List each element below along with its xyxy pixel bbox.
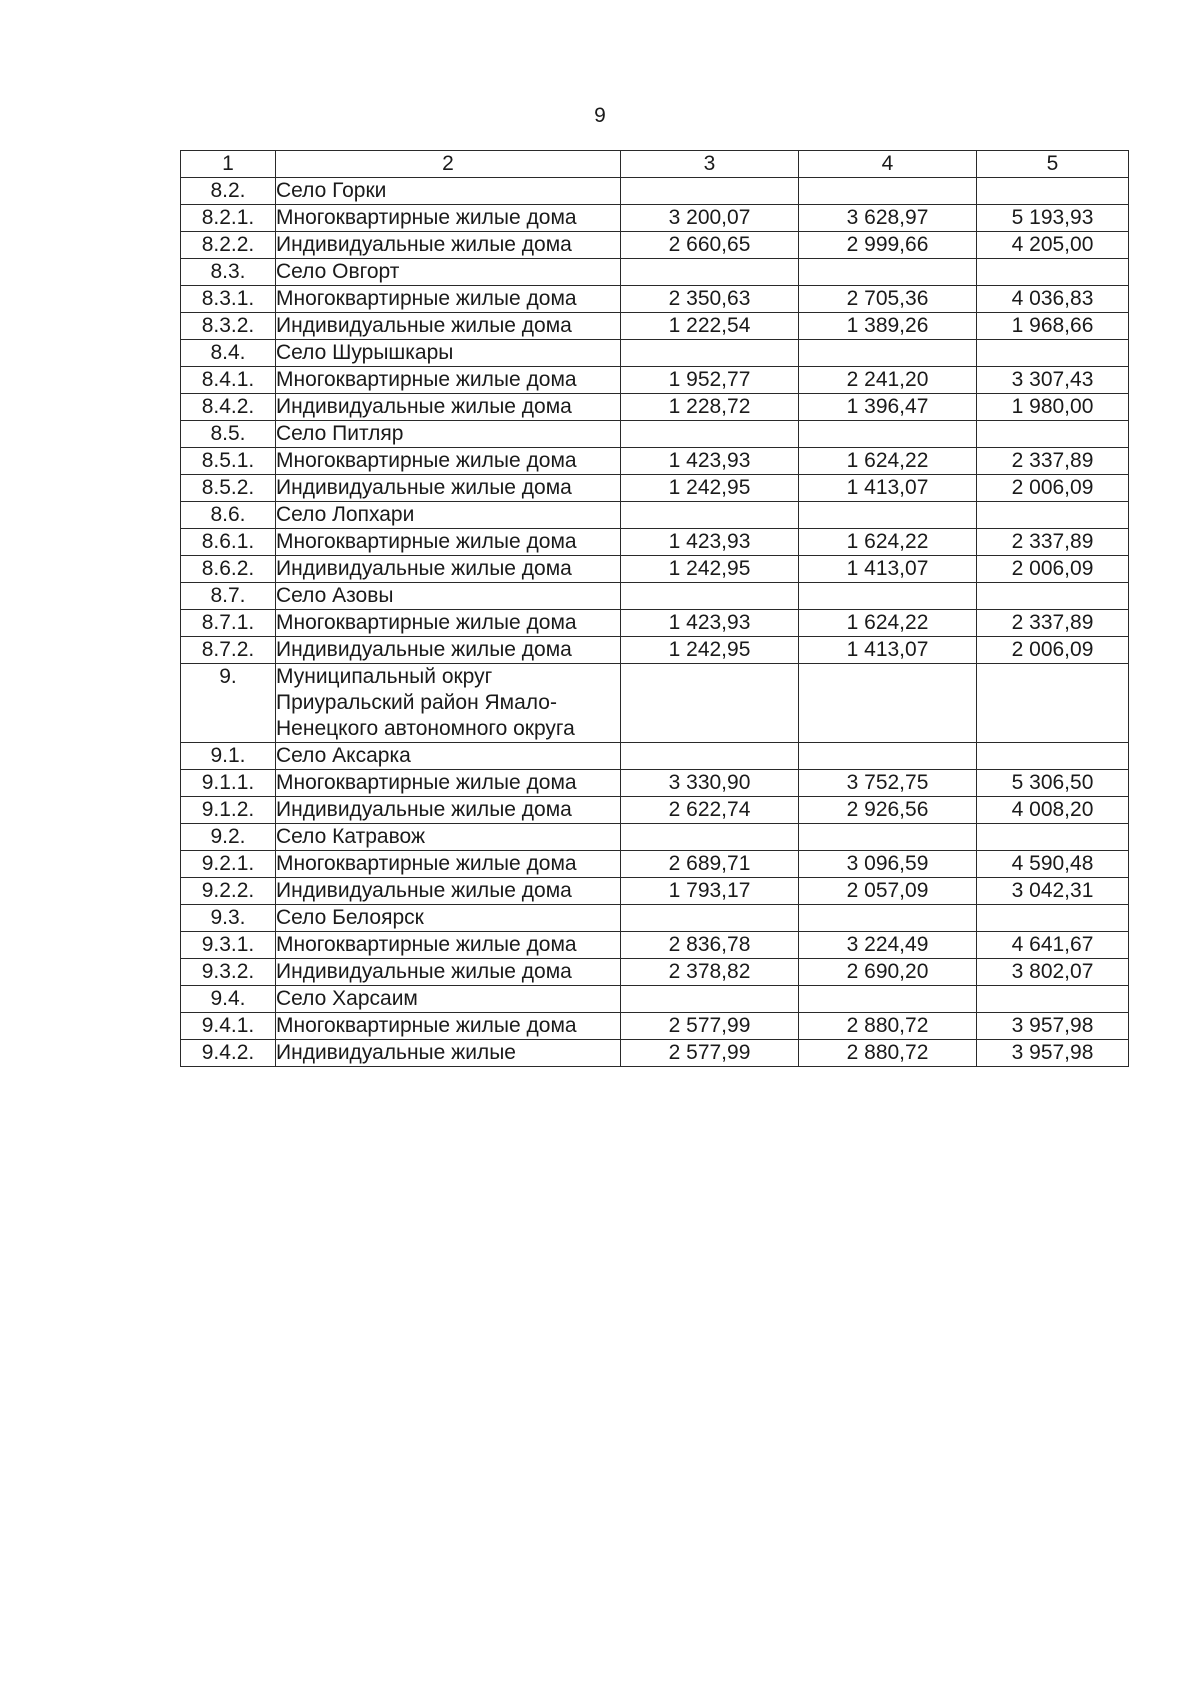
row-value-col5-cell xyxy=(977,502,1129,529)
row-value-col4-cell: 2 926,56 xyxy=(799,797,977,824)
row-name-cell: Многоквартирные жилые дома xyxy=(276,1013,621,1040)
row-value-col3-cell: 1 222,54 xyxy=(621,313,799,340)
row-name-cell: Индивидуальные жилые дома xyxy=(276,797,621,824)
row-name-cell: Индивидуальные жилые xyxy=(276,1040,621,1067)
row-value-col5-cell: 3 307,43 xyxy=(977,367,1129,394)
row-value-col4-cell xyxy=(799,743,977,770)
row-value-col3-cell: 3 200,07 xyxy=(621,205,799,232)
row-number-cell: 8.4.2. xyxy=(181,394,276,421)
table-row xyxy=(181,259,1129,286)
table-row xyxy=(181,797,1129,824)
row-name-cell: Многоквартирные жилые дома xyxy=(276,286,621,313)
table-row xyxy=(181,851,1129,878)
row-value-col3-cell xyxy=(621,340,799,367)
row-value-col4-cell xyxy=(799,340,977,367)
row-number-cell: 9.1. xyxy=(181,743,276,770)
row-value-col5-cell xyxy=(977,583,1129,610)
row-value-col3-cell xyxy=(621,259,799,286)
row-number-cell: 9.3.2. xyxy=(181,959,276,986)
row-name-cell: Село Азовы xyxy=(276,583,621,610)
row-value-col5-cell: 2 337,89 xyxy=(977,448,1129,475)
row-value-col4-cell xyxy=(799,905,977,932)
row-value-col5-cell: 5 306,50 xyxy=(977,770,1129,797)
row-number-cell: 9.4. xyxy=(181,986,276,1013)
row-value-col4-cell xyxy=(799,502,977,529)
table-row xyxy=(181,1013,1129,1040)
row-value-col3-cell: 1 242,95 xyxy=(621,637,799,664)
row-number-cell: 9.2.2. xyxy=(181,878,276,905)
header-row xyxy=(181,151,1129,178)
table-header xyxy=(181,151,1129,178)
row-value-col3-cell: 1 423,93 xyxy=(621,610,799,637)
table-body xyxy=(181,178,1129,1067)
row-number-cell: 8.7. xyxy=(181,583,276,610)
row-value-col3-cell: 2 689,71 xyxy=(621,851,799,878)
row-number-cell: 9.2. xyxy=(181,824,276,851)
row-value-col4-cell xyxy=(799,583,977,610)
row-name-cell: Село Харсаим xyxy=(276,986,621,1013)
table-row xyxy=(181,637,1129,664)
row-value-col5-cell: 4 008,20 xyxy=(977,797,1129,824)
row-value-col4-cell: 1 396,47 xyxy=(799,394,977,421)
row-value-col4-cell: 2 999,66 xyxy=(799,232,977,259)
table-row xyxy=(181,986,1129,1013)
row-value-col4-cell: 1 413,07 xyxy=(799,556,977,583)
row-value-col3-cell xyxy=(621,421,799,448)
row-value-col5-cell: 4 036,83 xyxy=(977,286,1129,313)
row-value-col4-cell: 1 624,22 xyxy=(799,448,977,475)
row-value-col5-cell: 2 006,09 xyxy=(977,637,1129,664)
row-value-col5-cell xyxy=(977,340,1129,367)
column-header-4: 4 xyxy=(799,151,977,178)
row-value-col5-cell: 4 205,00 xyxy=(977,232,1129,259)
row-name-cell: Многоквартирные жилые дома xyxy=(276,448,621,475)
row-value-col4-cell xyxy=(799,421,977,448)
table-row xyxy=(181,421,1129,448)
row-number-cell: 9.4.1. xyxy=(181,1013,276,1040)
table-row xyxy=(181,664,1129,743)
table-row xyxy=(181,959,1129,986)
row-name-cell: Село Овгорт xyxy=(276,259,621,286)
row-value-col4-cell: 2 880,72 xyxy=(799,1013,977,1040)
table-row xyxy=(181,583,1129,610)
column-header-5: 5 xyxy=(977,151,1129,178)
row-name-cell: Село Белоярск xyxy=(276,905,621,932)
table-row xyxy=(181,178,1129,205)
row-value-col3-cell: 1 228,72 xyxy=(621,394,799,421)
row-name-cell: Село Катравож xyxy=(276,824,621,851)
row-value-col5-cell xyxy=(977,824,1129,851)
column-header-3: 3 xyxy=(621,151,799,178)
row-value-col4-cell: 1 624,22 xyxy=(799,610,977,637)
row-name-cell: Село Лопхари xyxy=(276,502,621,529)
table-row xyxy=(181,340,1129,367)
row-value-col3-cell: 2 378,82 xyxy=(621,959,799,986)
table-row xyxy=(181,502,1129,529)
row-value-col5-cell: 4 641,67 xyxy=(977,932,1129,959)
row-number-cell: 8.7.1. xyxy=(181,610,276,637)
row-number-cell: 9.3. xyxy=(181,905,276,932)
table-row xyxy=(181,205,1129,232)
table-row xyxy=(181,529,1129,556)
row-name-cell: Многоквартирные жилые дома xyxy=(276,610,621,637)
row-value-col5-cell xyxy=(977,905,1129,932)
row-value-col5-cell xyxy=(977,664,1129,743)
column-header-2: 2 xyxy=(276,151,621,178)
table-row xyxy=(181,556,1129,583)
row-number-cell: 8.5.1. xyxy=(181,448,276,475)
table-row xyxy=(181,448,1129,475)
data-table xyxy=(180,150,1129,1067)
row-value-col4-cell: 3 224,49 xyxy=(799,932,977,959)
row-number-cell: 8.4.1. xyxy=(181,367,276,394)
row-value-col5-cell: 2 006,09 xyxy=(977,475,1129,502)
row-value-col3-cell xyxy=(621,986,799,1013)
row-value-col5-cell: 4 590,48 xyxy=(977,851,1129,878)
row-number-cell: 9.2.1. xyxy=(181,851,276,878)
row-value-col4-cell xyxy=(799,986,977,1013)
table-row xyxy=(181,878,1129,905)
table-row xyxy=(181,610,1129,637)
row-value-col5-cell xyxy=(977,178,1129,205)
row-value-col3-cell: 2 660,65 xyxy=(621,232,799,259)
row-name-cell: Многоквартирные жилые дома xyxy=(276,932,621,959)
row-value-col3-cell xyxy=(621,664,799,743)
row-value-col5-cell xyxy=(977,421,1129,448)
table-row xyxy=(181,475,1129,502)
row-name-cell: Многоквартирные жилые дома xyxy=(276,205,621,232)
row-name-cell: Индивидуальные жилые дома xyxy=(276,637,621,664)
row-value-col3-cell: 3 330,90 xyxy=(621,770,799,797)
row-name-cell: Село Аксарка xyxy=(276,743,621,770)
row-number-cell: 8.6.1. xyxy=(181,529,276,556)
row-name-cell: Село Шурышкары xyxy=(276,340,621,367)
row-number-cell: 8.5.2. xyxy=(181,475,276,502)
row-number-cell: 8.2.1. xyxy=(181,205,276,232)
row-name-cell: Многоквартирные жилые дома xyxy=(276,367,621,394)
row-number-cell: 9.1.2. xyxy=(181,797,276,824)
row-value-col4-cell: 1 389,26 xyxy=(799,313,977,340)
row-value-col5-cell xyxy=(977,986,1129,1013)
row-number-cell: 8.3. xyxy=(181,259,276,286)
row-value-col3-cell: 2 577,99 xyxy=(621,1013,799,1040)
table-row xyxy=(181,394,1129,421)
row-value-col4-cell: 1 413,07 xyxy=(799,637,977,664)
row-number-cell: 8.3.1. xyxy=(181,286,276,313)
row-name-cell: Индивидуальные жилые дома xyxy=(276,959,621,986)
row-value-col4-cell xyxy=(799,178,977,205)
row-value-col3-cell: 1 793,17 xyxy=(621,878,799,905)
table-row xyxy=(181,932,1129,959)
row-value-col4-cell: 2 057,09 xyxy=(799,878,977,905)
row-name-cell: Индивидуальные жилые дома xyxy=(276,394,621,421)
row-value-col4-cell xyxy=(799,824,977,851)
row-value-col3-cell: 1 952,77 xyxy=(621,367,799,394)
row-value-col3-cell: 1 423,93 xyxy=(621,529,799,556)
row-value-col3-cell xyxy=(621,583,799,610)
row-value-col3-cell: 2 622,74 xyxy=(621,797,799,824)
row-value-col4-cell: 2 880,72 xyxy=(799,1040,977,1067)
table-row xyxy=(181,286,1129,313)
row-number-cell: 8.6.2. xyxy=(181,556,276,583)
row-name-cell: Село Питляр xyxy=(276,421,621,448)
row-name-cell: Индивидуальные жилые дома xyxy=(276,475,621,502)
row-name-cell: Многоквартирные жилые дома xyxy=(276,529,621,556)
table-row xyxy=(181,313,1129,340)
row-value-col3-cell xyxy=(621,178,799,205)
row-number-cell: 8.6. xyxy=(181,502,276,529)
row-name-cell: Многоквартирные жилые дома xyxy=(276,770,621,797)
row-value-col4-cell: 3 752,75 xyxy=(799,770,977,797)
row-number-cell: 9. xyxy=(181,664,276,743)
row-value-col5-cell: 1 980,00 xyxy=(977,394,1129,421)
row-value-col5-cell: 2 337,89 xyxy=(977,610,1129,637)
table-row xyxy=(181,743,1129,770)
table-row xyxy=(181,824,1129,851)
row-value-col5-cell xyxy=(977,743,1129,770)
table-row xyxy=(181,770,1129,797)
row-value-col3-cell: 1 242,95 xyxy=(621,556,799,583)
row-number-cell: 9.4.2. xyxy=(181,1040,276,1067)
row-value-col3-cell: 1 242,95 xyxy=(621,475,799,502)
row-value-col4-cell: 3 096,59 xyxy=(799,851,977,878)
row-value-col4-cell xyxy=(799,664,977,743)
row-number-cell: 8.4. xyxy=(181,340,276,367)
row-value-col3-cell xyxy=(621,502,799,529)
row-name-cell: Индивидуальные жилые дома xyxy=(276,232,621,259)
page-number: 9 xyxy=(594,104,606,127)
row-value-col4-cell xyxy=(799,259,977,286)
table-row xyxy=(181,232,1129,259)
row-name-cell: Индивидуальные жилые дома xyxy=(276,313,621,340)
row-value-col5-cell xyxy=(977,259,1129,286)
row-number-cell: 8.3.2. xyxy=(181,313,276,340)
row-value-col4-cell: 2 705,36 xyxy=(799,286,977,313)
row-value-col5-cell: 1 968,66 xyxy=(977,313,1129,340)
row-name-cell: Многоквартирные жилые дома xyxy=(276,851,621,878)
table-row xyxy=(181,1040,1129,1067)
row-value-col3-cell: 2 577,99 xyxy=(621,1040,799,1067)
row-name-cell: Муниципальный округ Приуральский район Ямало-Ненецкого автономного округа xyxy=(276,664,621,743)
row-value-col5-cell: 2 006,09 xyxy=(977,556,1129,583)
row-number-cell: 8.2.2. xyxy=(181,232,276,259)
row-value-col5-cell: 5 193,93 xyxy=(977,205,1129,232)
row-value-col5-cell: 3 802,07 xyxy=(977,959,1129,986)
row-number-cell: 8.7.2. xyxy=(181,637,276,664)
row-value-col3-cell: 1 423,93 xyxy=(621,448,799,475)
table-row xyxy=(181,367,1129,394)
row-value-col3-cell: 2 836,78 xyxy=(621,932,799,959)
row-name-cell: Индивидуальные жилые дома xyxy=(276,556,621,583)
row-value-col5-cell: 3 957,98 xyxy=(977,1040,1129,1067)
row-value-col5-cell: 3 957,98 xyxy=(977,1013,1129,1040)
row-value-col4-cell: 2 241,20 xyxy=(799,367,977,394)
row-value-col5-cell: 2 337,89 xyxy=(977,529,1129,556)
row-value-col4-cell: 2 690,20 xyxy=(799,959,977,986)
row-number-cell: 9.1.1. xyxy=(181,770,276,797)
row-value-col3-cell xyxy=(621,824,799,851)
row-value-col3-cell xyxy=(621,743,799,770)
row-name-cell: Индивидуальные жилые дома xyxy=(276,878,621,905)
row-value-col4-cell: 1 413,07 xyxy=(799,475,977,502)
row-value-col4-cell: 1 624,22 xyxy=(799,529,977,556)
table-row xyxy=(181,905,1129,932)
row-value-col3-cell: 2 350,63 xyxy=(621,286,799,313)
row-value-col4-cell: 3 628,97 xyxy=(799,205,977,232)
row-number-cell: 8.5. xyxy=(181,421,276,448)
row-name-cell: Село Горки xyxy=(276,178,621,205)
row-number-cell: 8.2. xyxy=(181,178,276,205)
column-header-1: 1 xyxy=(181,151,276,178)
row-value-col3-cell xyxy=(621,905,799,932)
row-number-cell: 9.3.1. xyxy=(181,932,276,959)
row-value-col5-cell: 3 042,31 xyxy=(977,878,1129,905)
